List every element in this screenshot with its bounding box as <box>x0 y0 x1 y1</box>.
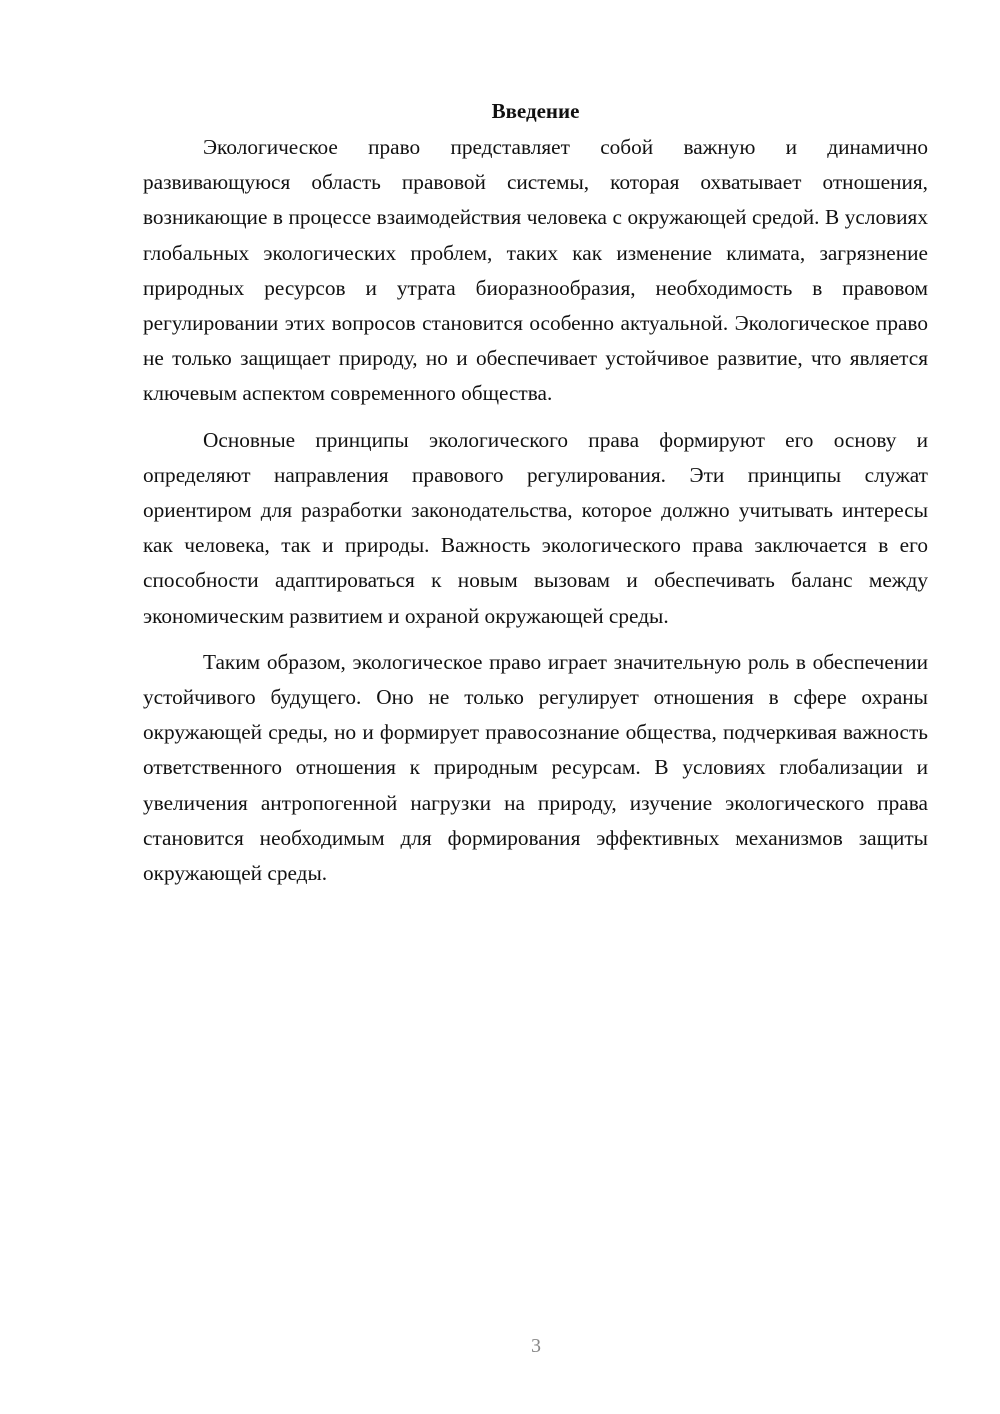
paragraph-2: Основные принципы экологического права формируют его основу и определяют направления правового регулирования. Эти принципы служат ориентиром для разработки законодательства, которое должно учитывать интересы как человека, так и природы. Важность экологического права заключается в его способности адаптироваться к новым вызовам и обеспечивать баланс между экономическим развитием и охраной окружающей среды. <box>143 427 928 628</box>
section-heading: Введение <box>491 99 580 123</box>
page-content <box>143 96 928 902</box>
paragraph-3: Таким образом, экологическое право играет значительную роль в обеспечении устойчивого будущего. Оно не только регулирует отношения в сфере охраны окружающей среды, но и формирует правосознание общества, подчеркивая важность ответственного отношения к природным ресурсам. В условиях глобализации и увеличения антропогенной нагрузки на природу, изучение экологического права становится необходимым для формирования эффективных механизмов защиты окружающей среды. <box>143 649 928 886</box>
paragraph-1: Экологическое право представляет собой важную и динамично развивающуюся область правовой системы, которая охватывает отношения, возникающие в процессе взаимодействия человека с окружающей средой. В условиях глобальных экологических проблем, таких как изменение климата, загрязнение природных ресурсов и утрата биоразнообразия, необходимость в правовом регулировании этих вопросов становится особенно актуальной. Экологическое право не только защищает природу, но и обеспечивает устойчивое развитие, что является ключевым аспектом современного общества. <box>143 135 928 406</box>
page-number: 3 <box>531 1335 541 1357</box>
